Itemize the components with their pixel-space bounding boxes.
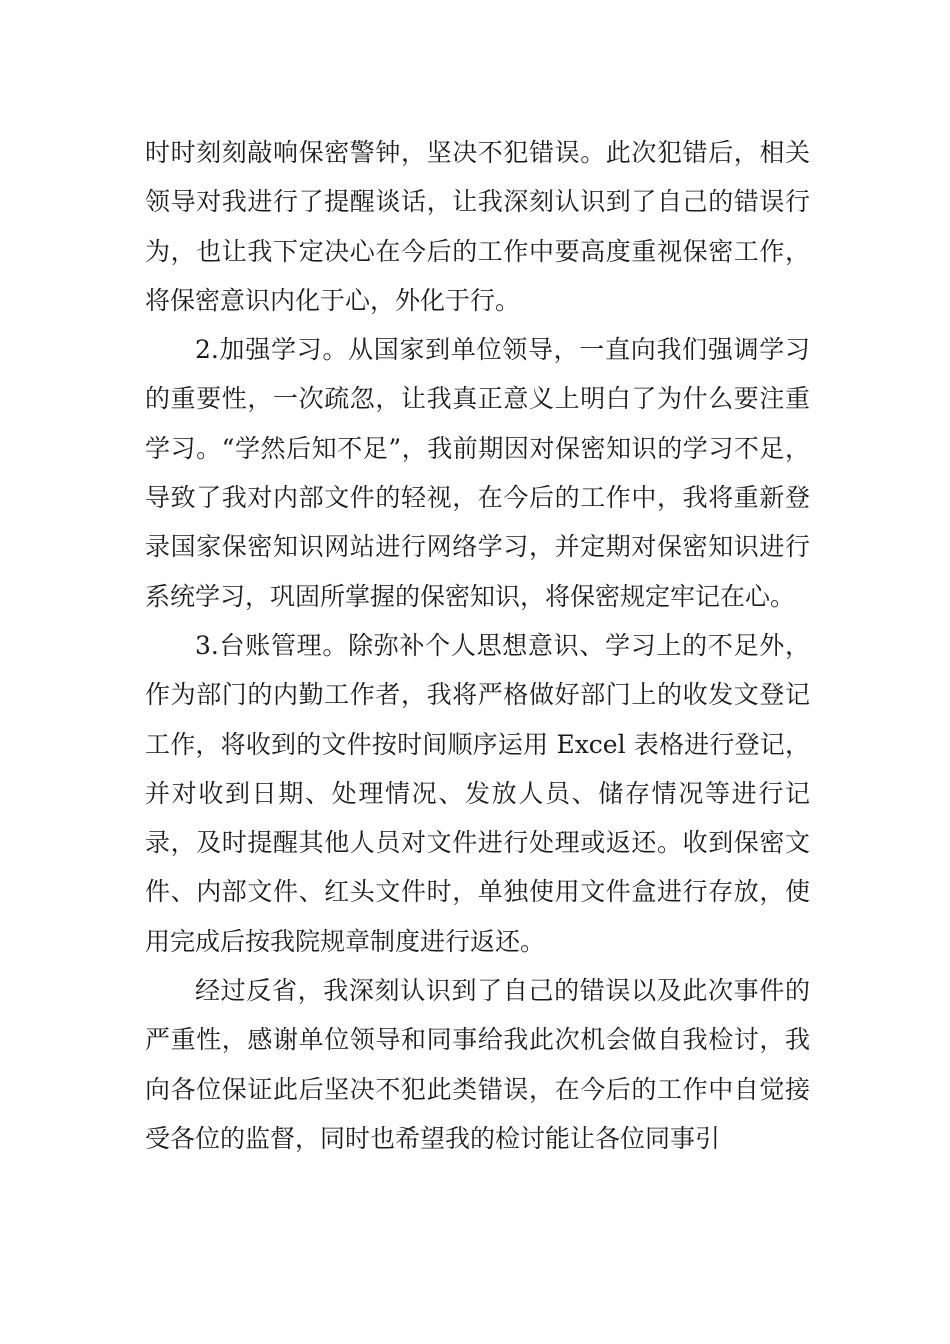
paragraph-ledger-management: 3.台账管理。除弥补个人思想意识、学习上的不足外，作为部门的内勤工作者，我将严格做好部门上的收发文登记工作，将收到的文件按时间顺序运用 Excel 表格进行登记，并对收到日期、处理情况、发放人员、储存情况等进行记录，及时提醒其他人员对文件进行处理或返还。收到保密文件、内部文件、红头文件时，单独使用文件盒进行存放，使用完成后按我院规章制度进行返还。 bbox=[145, 630, 810, 956]
paragraph-strengthen-study: 2.加强学习。从国家到单位领导，一直向我们强调学习的重要性，一次疏忽，让我真正意义上明白了为什么要注重学习。“学然后知不足”，我前期因对保密知识的学习不足，导致了我对内部文件的轻视，在今后的工作中，我将重新登录国家保密知识网站进行网络学习，并定期对保密知识进行系统学习，巩固所掌握的保密知识，将保密规定牢记在心。 bbox=[145, 335, 810, 611]
paragraph-continuation: 时时刻刻敲响保密警钟，坚决不犯错误。此次犯错后，相关领导对我进行了提醒谈话，让我深刻认识到了自己的错误行为，也让我下定决心在今后的工作中要高度重视保密工作，将保密意识内化于心，外化于行。 bbox=[145, 138, 810, 315]
document-body bbox=[145, 128, 810, 1163]
paragraph-reflection: 经过反省，我深刻认识到了自己的错误以及此次事件的严重性，感谢单位领导和同事给我此次机会做自我检讨，我向各位保证此后坚决不犯此类错误，在今后的工作中自觉接受各位的监督，同时也希望我的检讨能让各位同事引 bbox=[145, 976, 810, 1153]
